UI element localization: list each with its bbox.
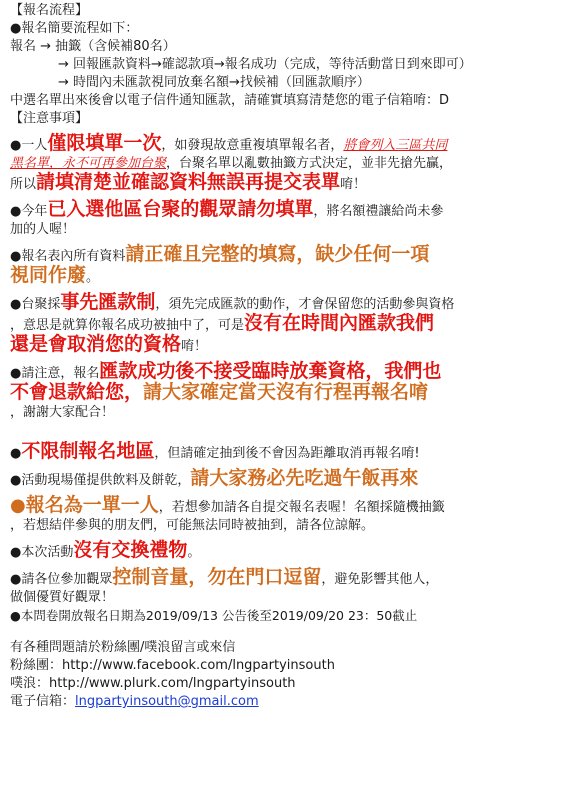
note-text: ，台聚名單以亂數抽籤方式決定，並非先搶先贏， [166, 156, 453, 171]
note-highlight: 沒有交換禮物 [73, 539, 188, 561]
note-deadline: ●本問卷開放報名日期為2019/09/13 公告後至2019/09/20 23：50截止 [10, 608, 418, 623]
note-text: ，將名額禮讓給尚未參 [313, 204, 444, 219]
note-text: 唷！ [340, 177, 367, 192]
note-complete-form [10, 245, 577, 287]
facebook-url: http://www.facebook.com/lngpartyinsouth [62, 658, 335, 673]
note-text: ●活動現場僅提供飲料及餅乾， [10, 473, 191, 488]
note-text: ●今年 [10, 204, 48, 219]
note-text: ，但請確定抽到後不會因為距離取消再報名唷! [154, 446, 420, 461]
note-text: ，意思是就算你報名成功被抽中了，可是 [10, 318, 245, 333]
contact-intro: 有各種問題請於粉絲團/噗浪留言或來信 [10, 640, 236, 655]
facebook-contact [10, 657, 577, 675]
note-one-per-form [10, 496, 577, 535]
note-highlight: 僅限填單一次 [47, 132, 162, 154]
note-text: 加的人喔！ [10, 222, 76, 237]
note-highlight: 不限制報名地區 [21, 440, 155, 462]
email-link[interactable]: lngpartyinsouth@gmail.com [75, 694, 259, 709]
facebook-label: 粉絲團： [10, 658, 63, 673]
note-single-entry [10, 134, 577, 194]
note-text: 。 [187, 545, 201, 560]
note-highlight: 已入選他區台聚的觀眾請勿填單 [47, 198, 314, 220]
note-text: ，若想參加請各自提交報名表喔！名額採隨機抽籤 [158, 500, 445, 515]
note-highlight: 請大家務必先吃過午飯再來 [190, 467, 419, 489]
note-highlight: 視同作廢 [10, 264, 87, 286]
note-highlight: 還是會取消您的資格 [10, 333, 182, 355]
section-header-notes: 【注意事項】 [10, 111, 89, 126]
note-highlight: 匯款成功後不接受臨時放棄資格，我們也 [99, 360, 442, 382]
note-text: ●一人 [10, 138, 48, 153]
flow-intro: ●報名簡要流程如下： [10, 21, 139, 36]
note-no-gift-exchange [10, 541, 577, 562]
note-highlight: 控制音量，勿在門口逗留 [112, 566, 322, 588]
note-text: ●台聚採 [10, 297, 61, 312]
note-no-refund [10, 362, 577, 422]
section-header-process: 【報名流程】 [10, 3, 89, 18]
note-text: ●請注意，報名 [10, 366, 100, 381]
note-text: ，須先完成匯款的動作，才會保留您的活動參與資格 [155, 297, 455, 312]
note-highlight: 請正確且完整的填寫，缺少任何一項 [125, 243, 430, 265]
note-prepayment [10, 293, 577, 356]
note-other-region [10, 200, 577, 239]
plurk-url: http://www.plurk.com/lngpartyinsouth [49, 676, 296, 691]
note-text: ●本次活動 [10, 545, 74, 560]
note-text: ●報名表內所有資料 [10, 249, 126, 264]
note-highlight: 事先匯款制 [60, 291, 156, 313]
note-text: 所以 [10, 177, 37, 192]
note-text: 做個優質好觀眾！ [10, 590, 115, 605]
note-highlight: 請大家確定當天沒有行程再報名唷 [143, 381, 429, 403]
note-text: 唷！ [181, 339, 208, 354]
note-text: ，如發現故意重複填單報名者， [161, 138, 344, 153]
note-warning: 將會列入三區共同 [343, 138, 448, 153]
flow-step-1: 報名 → 抽籤（含候補80名） [10, 39, 176, 54]
note-highlight: 不會退款給您， [10, 381, 144, 403]
note-highlight: 沒有在時間內匯款我們 [244, 312, 435, 334]
note-text: ，避免影響其他人， [321, 572, 439, 587]
note-text: ●請各位參加觀眾 [10, 572, 113, 587]
email-contact [10, 693, 577, 711]
note-eat-lunch [10, 469, 577, 490]
note-text: ，謝謝大家配合！ [10, 405, 115, 420]
note-text: ，若想結伴參與的朋友們，可能無法同時被抽到，請各位諒解。 [10, 518, 375, 533]
email-notice: 中選名單出來後會以電子信件通知匯款，請確實填寫清楚您的電子信箱唷：D [10, 93, 450, 108]
flow-step-3: → 時間內未匯款視同放棄名額→找候補（回匯款順序） [58, 75, 370, 90]
email-label: 電子信箱： [10, 694, 76, 709]
note-text: ● [10, 446, 22, 461]
flow-step-2: → 回報匯款資料→確認款項→報名成功（完成，等待活動當日到來即可） [58, 57, 472, 72]
plurk-contact [10, 675, 577, 693]
note-volume [10, 568, 577, 607]
note-bullet: ● [10, 495, 26, 516]
plurk-label: 噗浪： [10, 676, 50, 691]
note-highlight: 請填清楚並確認資料無誤再提交表單 [36, 171, 341, 193]
note-warning: 黑名單，永不可再參加台聚 [10, 156, 167, 171]
note-any-region [10, 442, 577, 463]
note-text: 。 [86, 270, 100, 285]
note-highlight: 報名為一單一人 [25, 494, 159, 516]
